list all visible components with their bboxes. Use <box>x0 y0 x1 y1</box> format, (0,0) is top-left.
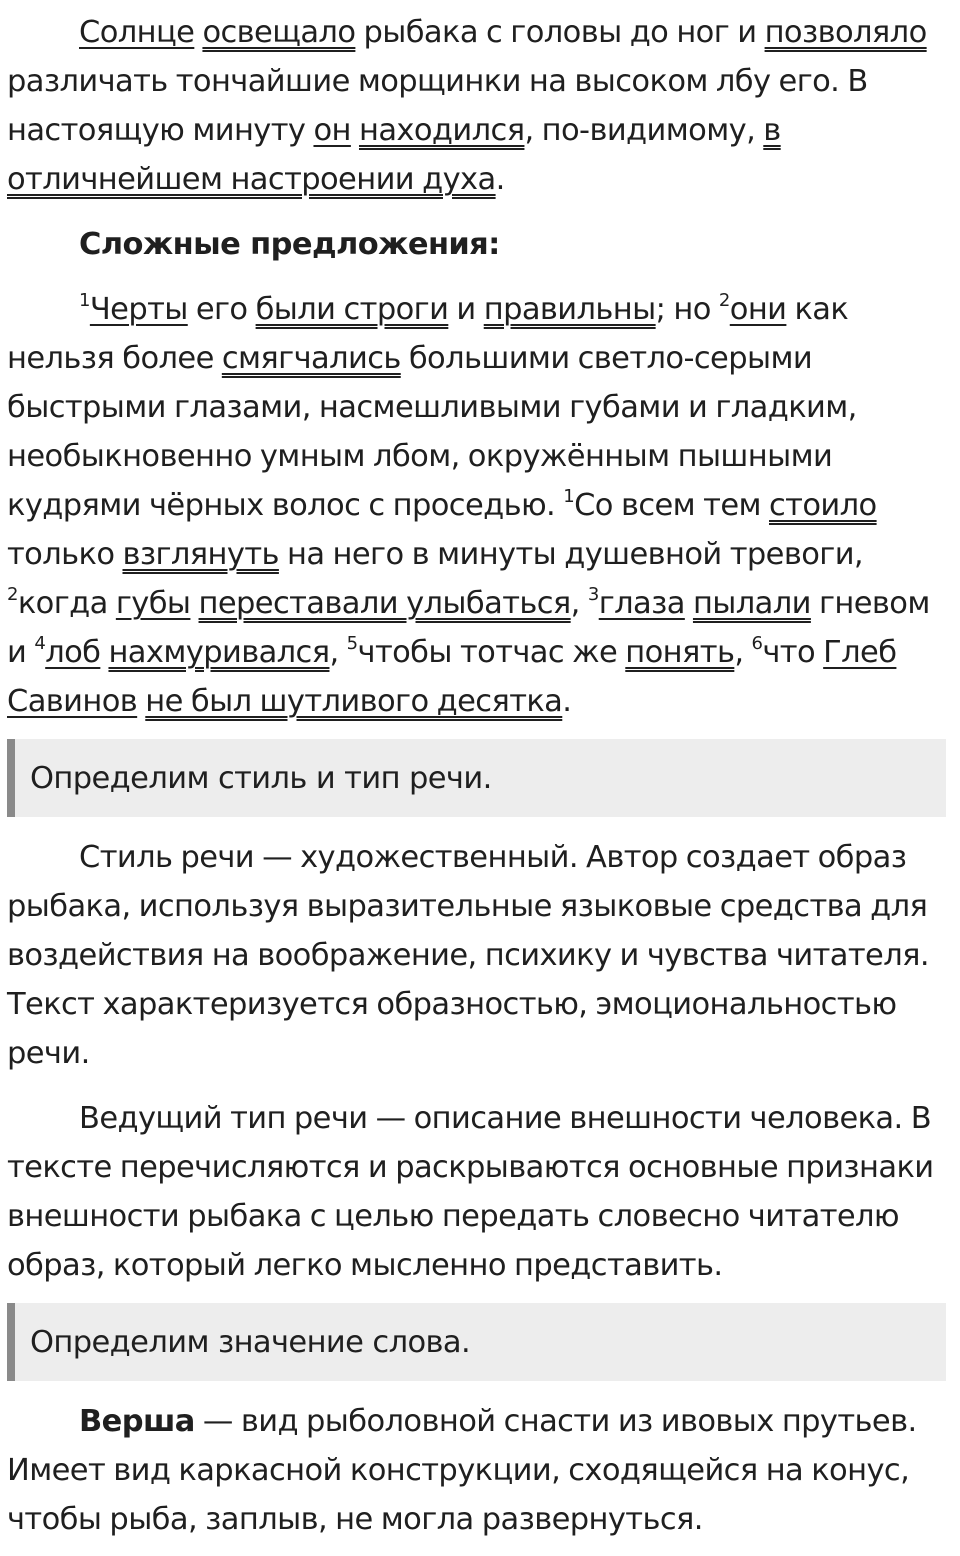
subject-word: лоб <box>45 635 101 670</box>
text-run: , <box>570 586 588 621</box>
document-page <box>0 8 960 1544</box>
text-run: только <box>7 537 123 572</box>
text-run: на него в минуты душевной тревоги, <box>278 537 864 572</box>
predicate-word: понять <box>625 635 735 670</box>
text-run: большими светло-серыми быстрыми глазами, насмешливыми губами и гладким, необыкновенно умным лбом, окружённым пышными кудрями чёрных волос с проседью. <box>7 341 857 523</box>
clause-number: 2 <box>718 290 730 311</box>
text-run <box>190 586 198 621</box>
clause-number: 6 <box>751 633 763 654</box>
text-run: как нельзя более <box>7 292 849 376</box>
predicate-word: освещало <box>202 15 356 50</box>
text-run: его <box>187 292 256 327</box>
clause-number: 2 <box>7 584 18 605</box>
predicate-word: переставали улыбаться <box>198 586 571 621</box>
paragraph-word-definition <box>7 1397 946 1544</box>
predicate-word: находился <box>358 113 525 148</box>
subject-word: Глеб Савинов <box>7 635 897 719</box>
clause-number: 5 <box>346 633 358 654</box>
clause-number: 3 <box>587 584 599 605</box>
predicate-word: позволяло <box>764 15 927 50</box>
text-run: , <box>734 635 752 670</box>
section-bar-word-meaning: Определим значение слова. <box>7 1303 946 1381</box>
paragraph-speech-type: Ведущий тип речи — описание внешности человека. В тексте перечисляются и раскрываются основные признаки внешности рыбака с целью передать словесно читателю образ, который легко мысленно представить. <box>7 1101 934 1283</box>
subject-word: глаза <box>598 586 685 621</box>
predicate-phrase: в отличнейшем настроении духа <box>7 113 781 197</box>
text-run: . <box>495 162 505 197</box>
paragraph-complex-sentences <box>7 285 946 726</box>
predicate-word: пылали <box>692 586 811 621</box>
predicate-word: взглянуть <box>122 537 279 572</box>
text-run: гневом и <box>7 586 930 670</box>
subject-word: они <box>729 292 787 327</box>
predicate-phrase: не был шутливого десятка <box>145 684 563 719</box>
subject-word: Солнце <box>79 15 195 50</box>
defined-term: Верша <box>79 1404 195 1439</box>
text-run: . <box>562 684 572 719</box>
definition-text: — вид рыболовной снасти из ивовых прутьев. Имеет вид каркасной конструкции, сходящейся на конус, чтобы рыба, заплыв, не могла развернуться. <box>7 1404 917 1537</box>
text-run: , <box>329 635 347 670</box>
paragraph-fisherman-description <box>7 8 946 204</box>
subject-word: губы <box>115 586 191 621</box>
section-bar-style-type: Определим стиль и тип речи. <box>7 739 946 817</box>
text-run: различать тончайшие морщинки на высоком лбу его. В настоящую минуту <box>7 64 868 148</box>
predicate-word: были строги <box>255 292 449 327</box>
clause-number: 1 <box>79 290 90 311</box>
text-run: когда <box>17 586 116 621</box>
text-run <box>685 586 693 621</box>
predicate-word: нахмуривался <box>108 635 330 670</box>
section-heading-complex-sentences: Сложные предложения: <box>79 227 500 262</box>
subject-word: он <box>313 113 351 148</box>
text-run: ; но <box>655 292 719 327</box>
text-run: чтобы тотчас же <box>357 635 626 670</box>
text-run: Со всем тем <box>574 488 770 523</box>
text-run <box>351 113 359 148</box>
predicate-word: смягчались <box>221 341 401 376</box>
subject-word: Черты <box>89 292 188 327</box>
paragraph-speech-style: Стиль речи — художественный. Автор создает образ рыбака, используя выразительные языковые средства для воздействия на воображение, психику и чувства читателя. Текст характеризуется образностью, эмоциональностью речи. <box>7 840 929 1071</box>
clause-number: 4 <box>34 633 46 654</box>
text-run: рыбака с головы до ног и <box>355 15 765 50</box>
text-run: , по-видимому, <box>524 113 764 148</box>
text-run: что <box>762 635 824 670</box>
predicate-word: стоило <box>769 488 877 523</box>
predicate-word: правильны <box>483 292 656 327</box>
clause-number: 1 <box>563 486 575 507</box>
text-run: и <box>448 292 484 327</box>
